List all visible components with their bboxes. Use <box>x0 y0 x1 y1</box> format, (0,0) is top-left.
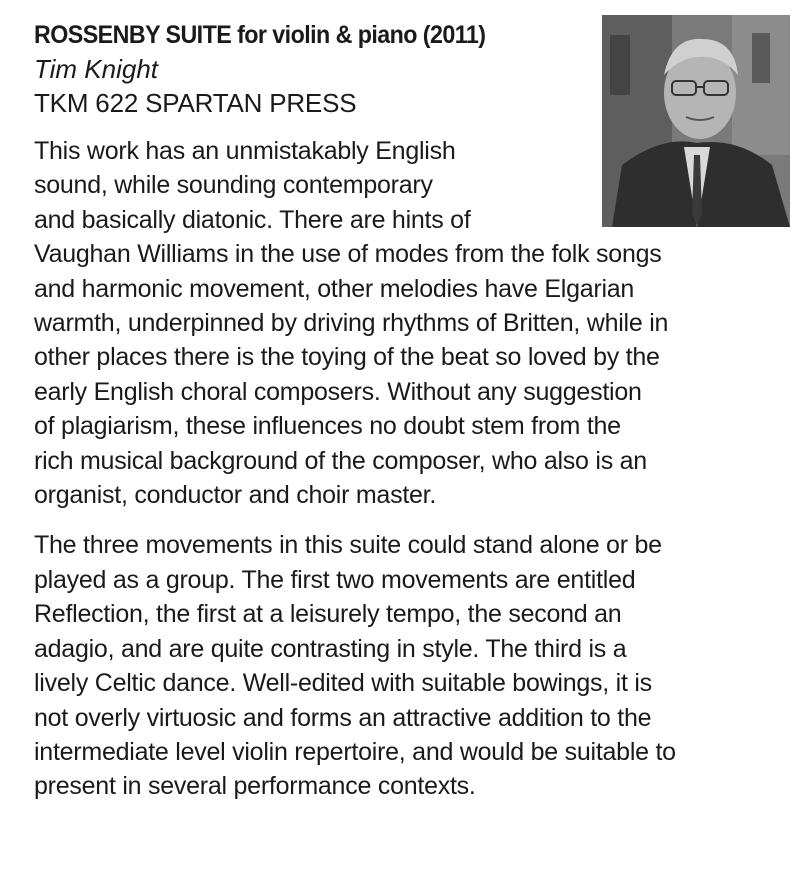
text-line: and harmonic movement, other melodies have Elgarian <box>34 274 635 303</box>
text-line: Reflection, the first at a leisurely tempo, the second an <box>34 600 622 629</box>
text-line: adagio, and are quite contrasting in style. The third is a <box>34 634 627 663</box>
text-line: sound, while sounding contemporary <box>34 171 433 200</box>
text-line: other places there is the toying of the beat so loved by the <box>34 343 660 372</box>
text-line: present in several performance contexts. <box>34 772 476 801</box>
text-line: The three movements in this suite could stand alone or be <box>34 531 662 560</box>
text-line: This work has an unmistakably English <box>34 137 456 165</box>
text-line: not overly virtuosic and forms an attractive addition to the <box>34 703 652 732</box>
text-line: Vaughan Williams in the use of modes from the folk songs <box>34 240 662 269</box>
text-line: early English choral composers. Without any suggestion <box>34 377 642 406</box>
review-paragraph-2 <box>34 528 786 803</box>
text-line: organist, conductor and choir master. <box>34 481 437 510</box>
piece-title: ROSSENBY SUITE for violin & piano (2011) <box>34 21 486 49</box>
text-line: warmth, underpinned by driving rhythms of Britten, while in <box>34 309 669 338</box>
text-line: intermediate level violin repertoire, and would be suitable to <box>34 737 676 766</box>
text-line: and basically diatonic. There are hints of <box>34 205 471 234</box>
text-line: of plagiarism, these influences no doubt stem from the <box>34 412 621 441</box>
composer-name: Tim Knight <box>34 54 159 84</box>
text-line: played as a group. The first two movements are entitled <box>34 565 636 594</box>
text-line: rich musical background of the composer, who also is an <box>34 446 647 475</box>
text-line: lively Celtic dance. Well-edited with suitable bowings, it is <box>34 669 652 698</box>
publisher-catalog: TKM 622 SPARTAN PRESS <box>34 88 357 118</box>
